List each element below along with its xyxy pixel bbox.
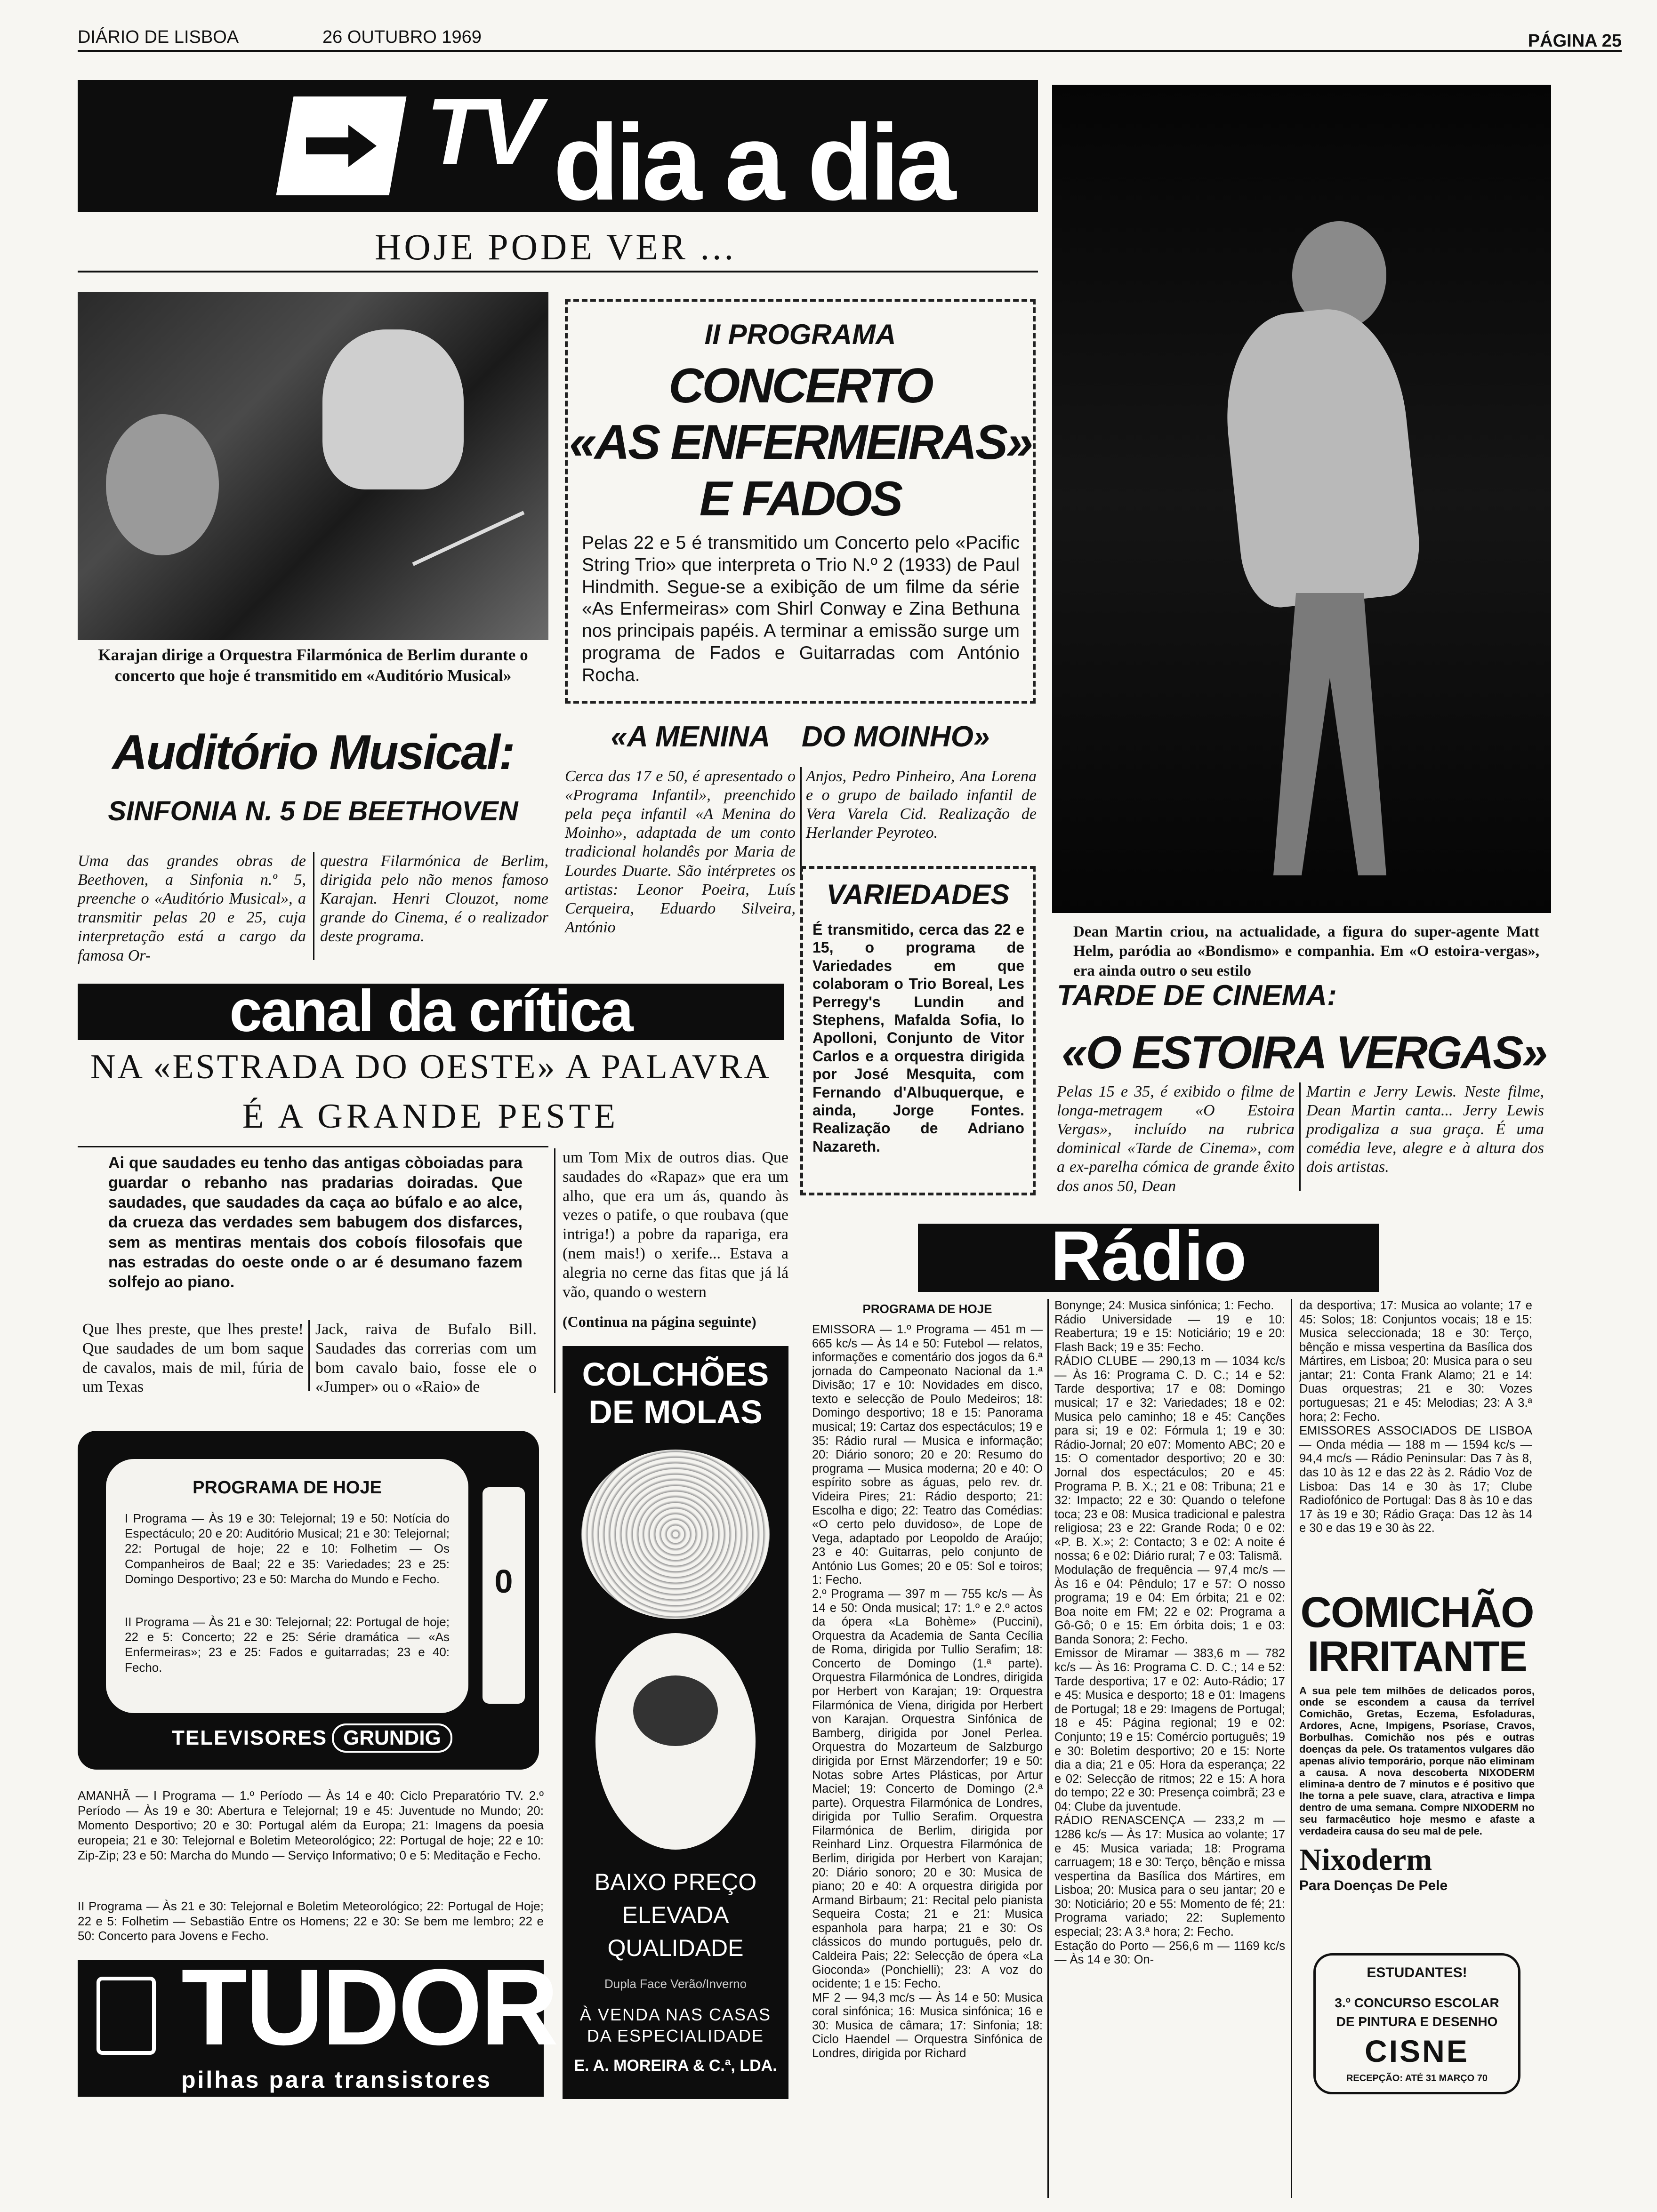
dean-body-col1: Pelas 15 e 35, é exibido o filme de longa-metragem «O Estoira Vergas», incluído na rubrica dominical «Tarde de Cinema», com a ex-parelha cómica de grande êxito dos anos 50, Dean <box>1057 1083 1295 1195</box>
subtitle-rule <box>78 271 1038 272</box>
concerto-box <box>565 299 1036 704</box>
amanha-text: AMANHÃ — I Programa — 1.º Período — Às 14 e 40: Ciclo Preparatório TV. 2.º Período — Às 19 e 30: Abertura e Telejornal; 19 e 45: Juventude no Mundo; 20: Momento Desportivo; 20 e 30: Portugal além da Europa; 21: Imagens da poesia europeia; 21 e 30: Telejornal e Boletim Meteorológico; 22: Portugal de hoje; 22 e 10: Zip-Zip; 23 e 50: Marcha do Mundo — Serviço Informativo; 0 e 5: Meditação e Fecho. <box>78 1788 544 1862</box>
concerto-label: II PROGRAMA <box>704 319 896 350</box>
colchoes-sale1: À VENDA NAS CASAS <box>579 2005 772 2024</box>
column-rule <box>554 1148 555 1393</box>
tv-program-box <box>78 1431 539 1770</box>
tv-program-prog2: II Programa — Às 21 e 30: Telejornal; 22: Portugal de hoje; 22 e 5: Concerto; 22 e 25: Série dramática — «As Enfermeiras»; 23 e 25: Fados e guitarradas; 23 e 40: Fecho. <box>125 1615 450 1675</box>
masthead-title: dia a dia <box>553 102 953 212</box>
grundig-brand: GRUNDIG <box>332 1723 452 1753</box>
tv-program-title: PROGRAMA DE HOJE <box>193 1478 382 1498</box>
karajan-body-col1: Uma das grandes obras de Beethoven, a Sinfonia n.º 5, preenche o «Auditório Musical», a transmitir pelas 20 e 25, cuja interpretação está a cargo da famosa Or- <box>78 852 306 964</box>
radio-col1 <box>812 1299 1043 2203</box>
cisne-line4: RECEPÇÃO: ATÉ 31 MARÇO 70 <box>1346 2073 1488 2084</box>
dean-kicker: TARDE DE CINEMA: <box>1057 979 1337 1012</box>
comichao-title-1: COMICHÃO <box>1300 1588 1534 1636</box>
critica-banner-text: canal da crítica <box>229 978 632 1044</box>
colchoes-company: E. A. MOREIRA & C.ª, LDA. <box>574 2057 777 2075</box>
colchoes-title-1: COLCHÕES <box>582 1356 769 1393</box>
critica-headline-2: É A GRANDE PESTE <box>242 1097 619 1136</box>
tv-screen <box>106 1459 468 1713</box>
cisne-line3: DE PINTURA E DESENHO <box>1336 2014 1498 2029</box>
comichao-title-2: IRRITANTE <box>1307 1633 1527 1681</box>
colchoes-small: Dupla Face Verão/Inverno <box>604 1977 747 1991</box>
issue-date: 26 OUTUBRO 1969 <box>322 27 482 47</box>
critica-body-col2: Jack, raiva de Bufalo Bill. Saudades das correrias com um bom cavalo baio, fosse ele o «Jumper» ou o «Raio» de <box>315 1321 537 1396</box>
radio-col1-title: PROGRAMA DE HOJE <box>862 1302 992 1316</box>
column-rule <box>800 767 802 875</box>
critica-banner <box>78 978 784 1044</box>
karajan-subhead: SINFONIA N. 5 DE BEETHOVEN <box>108 796 518 826</box>
variedades-title: VARIEDADES <box>826 879 1010 910</box>
radio-banner-text: Rádio <box>1050 1216 1247 1295</box>
page-header <box>78 14 1622 52</box>
tudor-tagline: pilhas para transistores <box>181 2067 492 2093</box>
tudor-ad <box>78 1947 557 2097</box>
masthead-subtitle: HOJE PODE VER ... <box>375 226 736 267</box>
dean-figure-body <box>1216 302 1425 611</box>
mattress-mascot-icon <box>595 1633 756 1850</box>
column-rule <box>1291 1299 1292 2198</box>
critica-rule <box>78 1146 548 1147</box>
column-rule <box>1299 1082 1301 1191</box>
concerto-body: Pelas 22 e 5 é transmitido um Concerto pelo «Pacific String Trio» que interpreta o Trio N.º 2 (1933) de Paul Hindmith. Segue-se a exibição de um filme da série «As Enfermeiras» com Shirl Conway e Zina Bethuna nos principais papéis. A terminar a emissão surge um programa de Fados e Guitarradas com António Rocha. <box>582 533 1020 685</box>
musician-figure <box>106 414 219 555</box>
column-rule <box>1047 1299 1049 2198</box>
comichao-ad <box>1299 1588 1535 1948</box>
tv-masthead <box>78 80 1038 212</box>
mascot-face-icon <box>633 1675 718 1746</box>
cisne-line1: ESTUDANTES! <box>1367 1965 1467 1980</box>
dean-body-col2: Martin e Jerry Lewis. Neste filme, Dean Martin canta... Jerry Lewis prodigaliza a sua graça. É uma comédia leve, alegre e à altura dos dois artistas. <box>1306 1083 1544 1176</box>
amanha-text-2: II Programa — Às 21 e 30: Telejornal e Boletim Meteorológico; 22: Portugal de Hoje; 22 e 5: Folhetim — Sebastião Entre os Homens; 22 e 30: Se bem me lembro; 22 e 50: Concerto para Jovens e Fecho. <box>78 1899 544 1943</box>
comichao-body: A sua pele tem milhões de delicados poros, onde se escondem a causa da terrível Comichão, Gretas, Eczema, Esfoladuras, Ardores, Acne, Impigens, Psoríase, Cravos, Borbulhas. Comichão nos pés e outras doenças da pele. Os tratamentos vulgares dão apenas alívio temporário, porque não eliminam a causa. A nova descoberta NIXODERM elimina-a dentro de 7 minutos e é positivo que lhe torna a pele suave, clara, atractiva e limpa dentro de uma semana. Compre NIXODERM no seu farmacêutico hoje mesmo e afaste a verdadeira causa do seu mal de pele. <box>1299 1684 1535 1837</box>
colchoes-line3: QUALIDADE <box>607 1935 744 1961</box>
continua-link[interactable]: (Continua na página seguinte) <box>563 1313 756 1330</box>
tv-program-prog1: I Programa — Às 19 e 30: Telejornal; 19 e 50: Notícia do Espectáculo; 20 e 20: Auditório Musical; 21 e 30: Telejornal; 22: Portugal de hoje; 22 e 10: Folhetim — Os Companheiros de Baal; 22 e 35: Variedades; 23 e 25: Domingo Desportivo; 23 e 50: Marcha do Mundo e Fecho. <box>125 1511 450 1586</box>
karajan-body-col2: questra Filarmónica de Berlim, dirigida pelo não menos famoso Karajan. Henri Clouzot, nome grande do Cinema, é o realizador deste programa. <box>320 852 548 946</box>
colchoes-sale2: DA ESPECIALIDADE <box>587 2026 764 2045</box>
radio-col3-text: da desportiva; 17: Musica ao volante; 17 e 45: Solos; 18: Conjuntos vocais; 18 e 15: Musica seleccionada; 18 e 30: Terço, bênção e missa vespertina da Basílica dos Mártires, em Lisboa; 20: Musica para o seu jantar; 21: Conta Frank Alamo; 21 e 14: Duas orquestras; 21 e 30: Vozes portuguesas; 21 e 45: Melodias; 23: A 3.ª hora; 2: Fecho. EMISSORES ASSOCIADOS DE LISBOA — Onda média — 188 m — 1594 kc/s — 94,4 mc/s — Rádio Peninsular: Das 7 às 8, das 10 às 12 e das 22 às 2. Rádio Voz de Lisboa: Das 14 e 30 às 17; Clube Radiofónico de Portugal: Das 8 às 10 e das 17 às 19 e 30; Rádio Graça: Das 12 às 14 e 30 e das 19 e 30 às 22. <box>1299 1299 1532 1535</box>
column-rule <box>313 852 314 960</box>
tv-channel-icon: 0 <box>494 1563 513 1600</box>
dean-figure-legs <box>1273 593 1386 875</box>
colchoes-ad <box>563 1346 788 2099</box>
radio-col1-text: EMISSORA — 1.º Programa — 451 m — 665 kc/s — Às 14 e 50: Futebol — relatos, informações e comentário dos jogos da 6.ª jornada do Campeonato Nacional da 1.ª Divisão; 17 e 10: Novidades em disco, texto e selecção de Poulo Medeiros; 18: Domingo desportivo; 18 e 15: Panorama musical; 19: Cartaz dos espectáculos; 19 e 35: Rádio rural — Musica e informação; 20: Diário sonoro; 20 e 20: Resumo do programa — Musica moderna; 20 e 40: O espírito sobre as águas, pelo rev. dr. Videira Pires; 21: Rádio desporto; 21: Escolha e digo; 22: Teatro das Comédias: «O certo pelo duvidoso», de Lope de Vega, adaptado por Leopoldo de Araújo; 23 e 40: Guitarras, pelo conjunto de António Lus Gomes; 20 e 05: Sol e toiros; 1: Fecho. 2.º Programa — 397 m — 755 kc/s — Às 14 e 50: Onda musical; 17: 1.º e 2.º actos da ópera «La Bohème» (Puccini), Orquestra da Academia de Santa Cecília de Roma, dirigida por Tullio Serafim; 18: Concerto de Domingo (1.ª parte). Orquestra Filarmónica de Londres, dirigida por Herbert von Karajan; 19: Orquestra Filarmónica de Viena, dirigida por Herbert von Karajan. Orquestra Sinfónica de Bamberg, dirigida por Jonel Perlea. Orquestra do Mozarteum de Salzburgo dirigida por Ernst Märzendorfer; 19 e 50: Notas sobre Artes Plásticas, por Artur Maciel; 19: Concerto de Domingo (2.ª parte). Orquestra Filarmónica de Londres, dirigida por Tullio Serafim. Orquestra Filarmónica de Berlim, dirigida por Reinhard Linz. Orquestra Filarmónica de Berlim, dirigida por Herbert von Karajan; 20: Diário sonoro; 20 e 30: Musica de piano; 20 e 40: A orquestra dirigida por Armand Birbaum; 21: Recital pelo pianista Sequeira Costa; 21 e 21: Musica espanhola para harpa; 21 e 30: Os clássicos do mundo português, pelo dr. Caldeira Pais; 22: Selecção de ópera «La Gioconda» (Ponchielli); 23: A voz do ocidente; 1 e 15: Fecho. MF 2 — 94,3 mc/s — Às 14 e 50: Musica coral sinfónica; 16: Musica sinfónica; 16 e 30: Musica de câmara; 17: Sinfonia; 18: Ciclo Haendel — Orquestra Sinfónica de Londres, dirigida por Richard <box>812 1323 1043 2060</box>
radio-col2-text: Bonynge; 24: Musica sinfónica; 1: Fecho. Rádio Universidade — 19 e 10: Reabertura; 19 e 15: Noticiário; 19 e 20: Flash Back; 19 e 35: Fecho. RÁDIO CLUBE — 290,13 m — 1034 kc/s — Às 16: Programa C. D. C.; 14 e 52: Tarde desportiva; 17 e 08: Domingo musical; 17 e 32: Variedades; 18 e 02: Musica pelo caminho; 18 e 45: Canções para si; 19 e 02: Fórmula 1; 19 e 30: Rádio-Jornal; 20 e07: Momento ABC; 20 e 15: O comentador desportivo; 20 e 30: Jornal dos espectáculos; 20 e 45: Programa P. B. X.; 21 e 08: Tribuna; 21 e 32: Impacto; 22 e 30: Quando o telefone toca; 23 e 08: Musica tradicional e palestra religiosa; 23 e 22: Grande Roda; 0 e 02: «P. B. X.»; 2: Contacto; 3 e 02: A noite é nossa; 6 e 02: Diário rural; 7 e 03: Talismã. Modulação de frequência — 97,4 mc/s — Às 16 e 04: Pêndulo; 17 e 57: O nosso programa; 19 e 04: Em órbita; 21 e 02: Boa noite em FM; 22 e 02: Programa a Gô-Gô; 0 e 15: Em órbita dois; 1 e 03: Banda Sonora; 2: Fecho. Emissor de Miramar — 383,6 m — 782 kc/s — Às 16: Programa C. D. C.; 14 e 52: Tarde desportiva; 17 e 02: Auto-Rádio; 17 e 45: Musica e desporto; 18 e 01: Imagens de Portugal; 18 e 29: Imagens de Portugal; 18 e 45: Página regional; 19 e 02: Conjunto; 19 e 15: Comércio português; 19 e 30: Boletim desportivo; 20 e 15: Norte dia a dia; 21 e 05: Hora da esperança; 22 e 02: Selecção de ritmos; 22 e 15: A hora do tempo; 22 e 30: Presença coimbrã; 23 e 04: Clube da juventude. RÁDIO RENASCENÇA — 233,2 m — 1286 kc/s — Às 17: Musica ao volante; 17 e 45: Musica variada; 18: Programa carruagem; 18 e 30: Terço, bênção e missa vespertina da Basílica dos Mártires, em Lisboa; 20: Musica para o seu jantar; 20 e 30: Noticiário; 20 e 55: Momento de fé; 21: Programa variado; 22: Suplemento especial; 23: A 3.ª hora; 2: Fecho. Estação do Porto — 256,6 m — 1169 kc/s — Às 14 e 30: On- <box>1054 1299 1285 1967</box>
conductor-figure <box>322 329 464 489</box>
concerto-title-3: E FADOS <box>699 472 901 526</box>
cisne-line2: 3.º CONCURSO ESCOLAR <box>1335 1996 1499 2010</box>
tudor-brand: TUDOR <box>181 1947 557 2068</box>
menina-title: «A MENINA DO MOINHO» <box>611 721 990 753</box>
baton-icon <box>412 511 524 566</box>
cisne-ad <box>1313 1953 1520 2094</box>
critica-body-col1: Que lhes preste, que lhes preste! Que saudades de um bom saque de cavalos, mais de mil, fúria de um Texas <box>82 1321 304 1396</box>
tv-logo-text: TV <box>426 80 537 184</box>
variedades-box <box>800 866 1036 1195</box>
spring-icon <box>581 1450 770 1619</box>
televisores-brand: TELEVISORES <box>172 1726 328 1749</box>
variedades-body: É transmitido, cerca das 22 e 15, o programa de Variedades em que colaboram o Trio Boreal, Les Perregy's Lundin and Stephens, Mafalda Sofia, Io Apolloni, Conjunto de Vitor Carlos e a orquestra dirigida por José Mesquita, com Fernando d'Albuquerque, e ainda, Jorge Fontes. Realização de Adriano Nazareth. <box>812 921 1024 1155</box>
cisne-brand: CISNE <box>1365 2034 1469 2068</box>
paper-name: DIÁRIO DE LISBOA <box>78 27 239 47</box>
critica-lead: Ai que saudades eu tenho das antigas còboiadas para guardar o rebanho nas pradarias doiradas. Que saudades, que saudades da caça ao búfalo e ao alce, da crueza das verdades sem babugem dos disfarces, sem as mentiras mentais dos coboís filosofais que nas estradas do oeste onde o ar é desumano fazem solfejo ao piano. <box>108 1154 523 1291</box>
colchoes-line2: ELEVADA <box>622 1902 729 1928</box>
radio-banner <box>918 1216 1379 1295</box>
colchoes-title-2: DE MOLAS <box>588 1394 763 1430</box>
karajan-caption: Karajan dirige a Orquestra Filarmónica de Berlim durante o concerto que hoje é transmitido em «Auditório Musical» <box>98 646 528 685</box>
critica-body-col3: um Tom Mix de outros dias. Que saudades do «Rapaz» que era um alho, que era um ás, quando às vezes o patife, o que roubava (que intriga!) a pobre da rapariga, era (nem mais!) o xerife... Estava a alegria no cerne das fitas que já lá vão, quando o western <box>563 1149 788 1301</box>
dean-caption: Dean Martin criou, na actualidade, a figura do super-agente Matt Helm, paródia ao «Bondismo» e companhia. Em «O estoira-vergas», era ainda outro o seu estilo <box>1073 923 1539 979</box>
menina-body-col1: Cerca das 17 e 50, é apresentado o «Programa Infantil», preenchido pela peça infantil «A Menina do Moinho», adaptada de um conto tradicional holandês por Maria de Lourdes Duarte. São intérpretes os artistas: Leonor Poeira, Luís Cerqueira, Eduardo Silveira, António <box>565 768 796 936</box>
colchoes-line1: BAIXO PREÇO <box>594 1869 757 1895</box>
page-number: PÁGINA 25 <box>1528 31 1622 51</box>
concerto-title-1: CONCERTO <box>668 359 932 413</box>
dean-headline: «O ESTOIRA VERGAS» <box>1062 1026 1546 1078</box>
nixoderm-tagline: Para Doenças De Pele <box>1299 1877 1448 1893</box>
nixoderm-brand: Nixoderm <box>1299 1842 1432 1877</box>
column-rule <box>308 1320 310 1391</box>
menina-body-col2: Anjos, Pedro Pinheiro, Ana Lorena e o grupo de bailado infantil de Vera Varela Cid. Realização de Herlander Peyroteo. <box>806 768 1037 842</box>
concerto-title-2: «AS ENFERMEIRAS» <box>569 415 1031 470</box>
dean-martin-photo <box>1052 85 1551 913</box>
karajan-photo <box>78 292 548 640</box>
karajan-headline: Auditório Musical: <box>112 725 514 780</box>
battery-icon <box>97 1977 156 2055</box>
critica-headline-1: NA «ESTRADA DO OESTE» A PALAVRA <box>90 1048 771 1086</box>
tv-knob-panel <box>483 1487 525 1704</box>
